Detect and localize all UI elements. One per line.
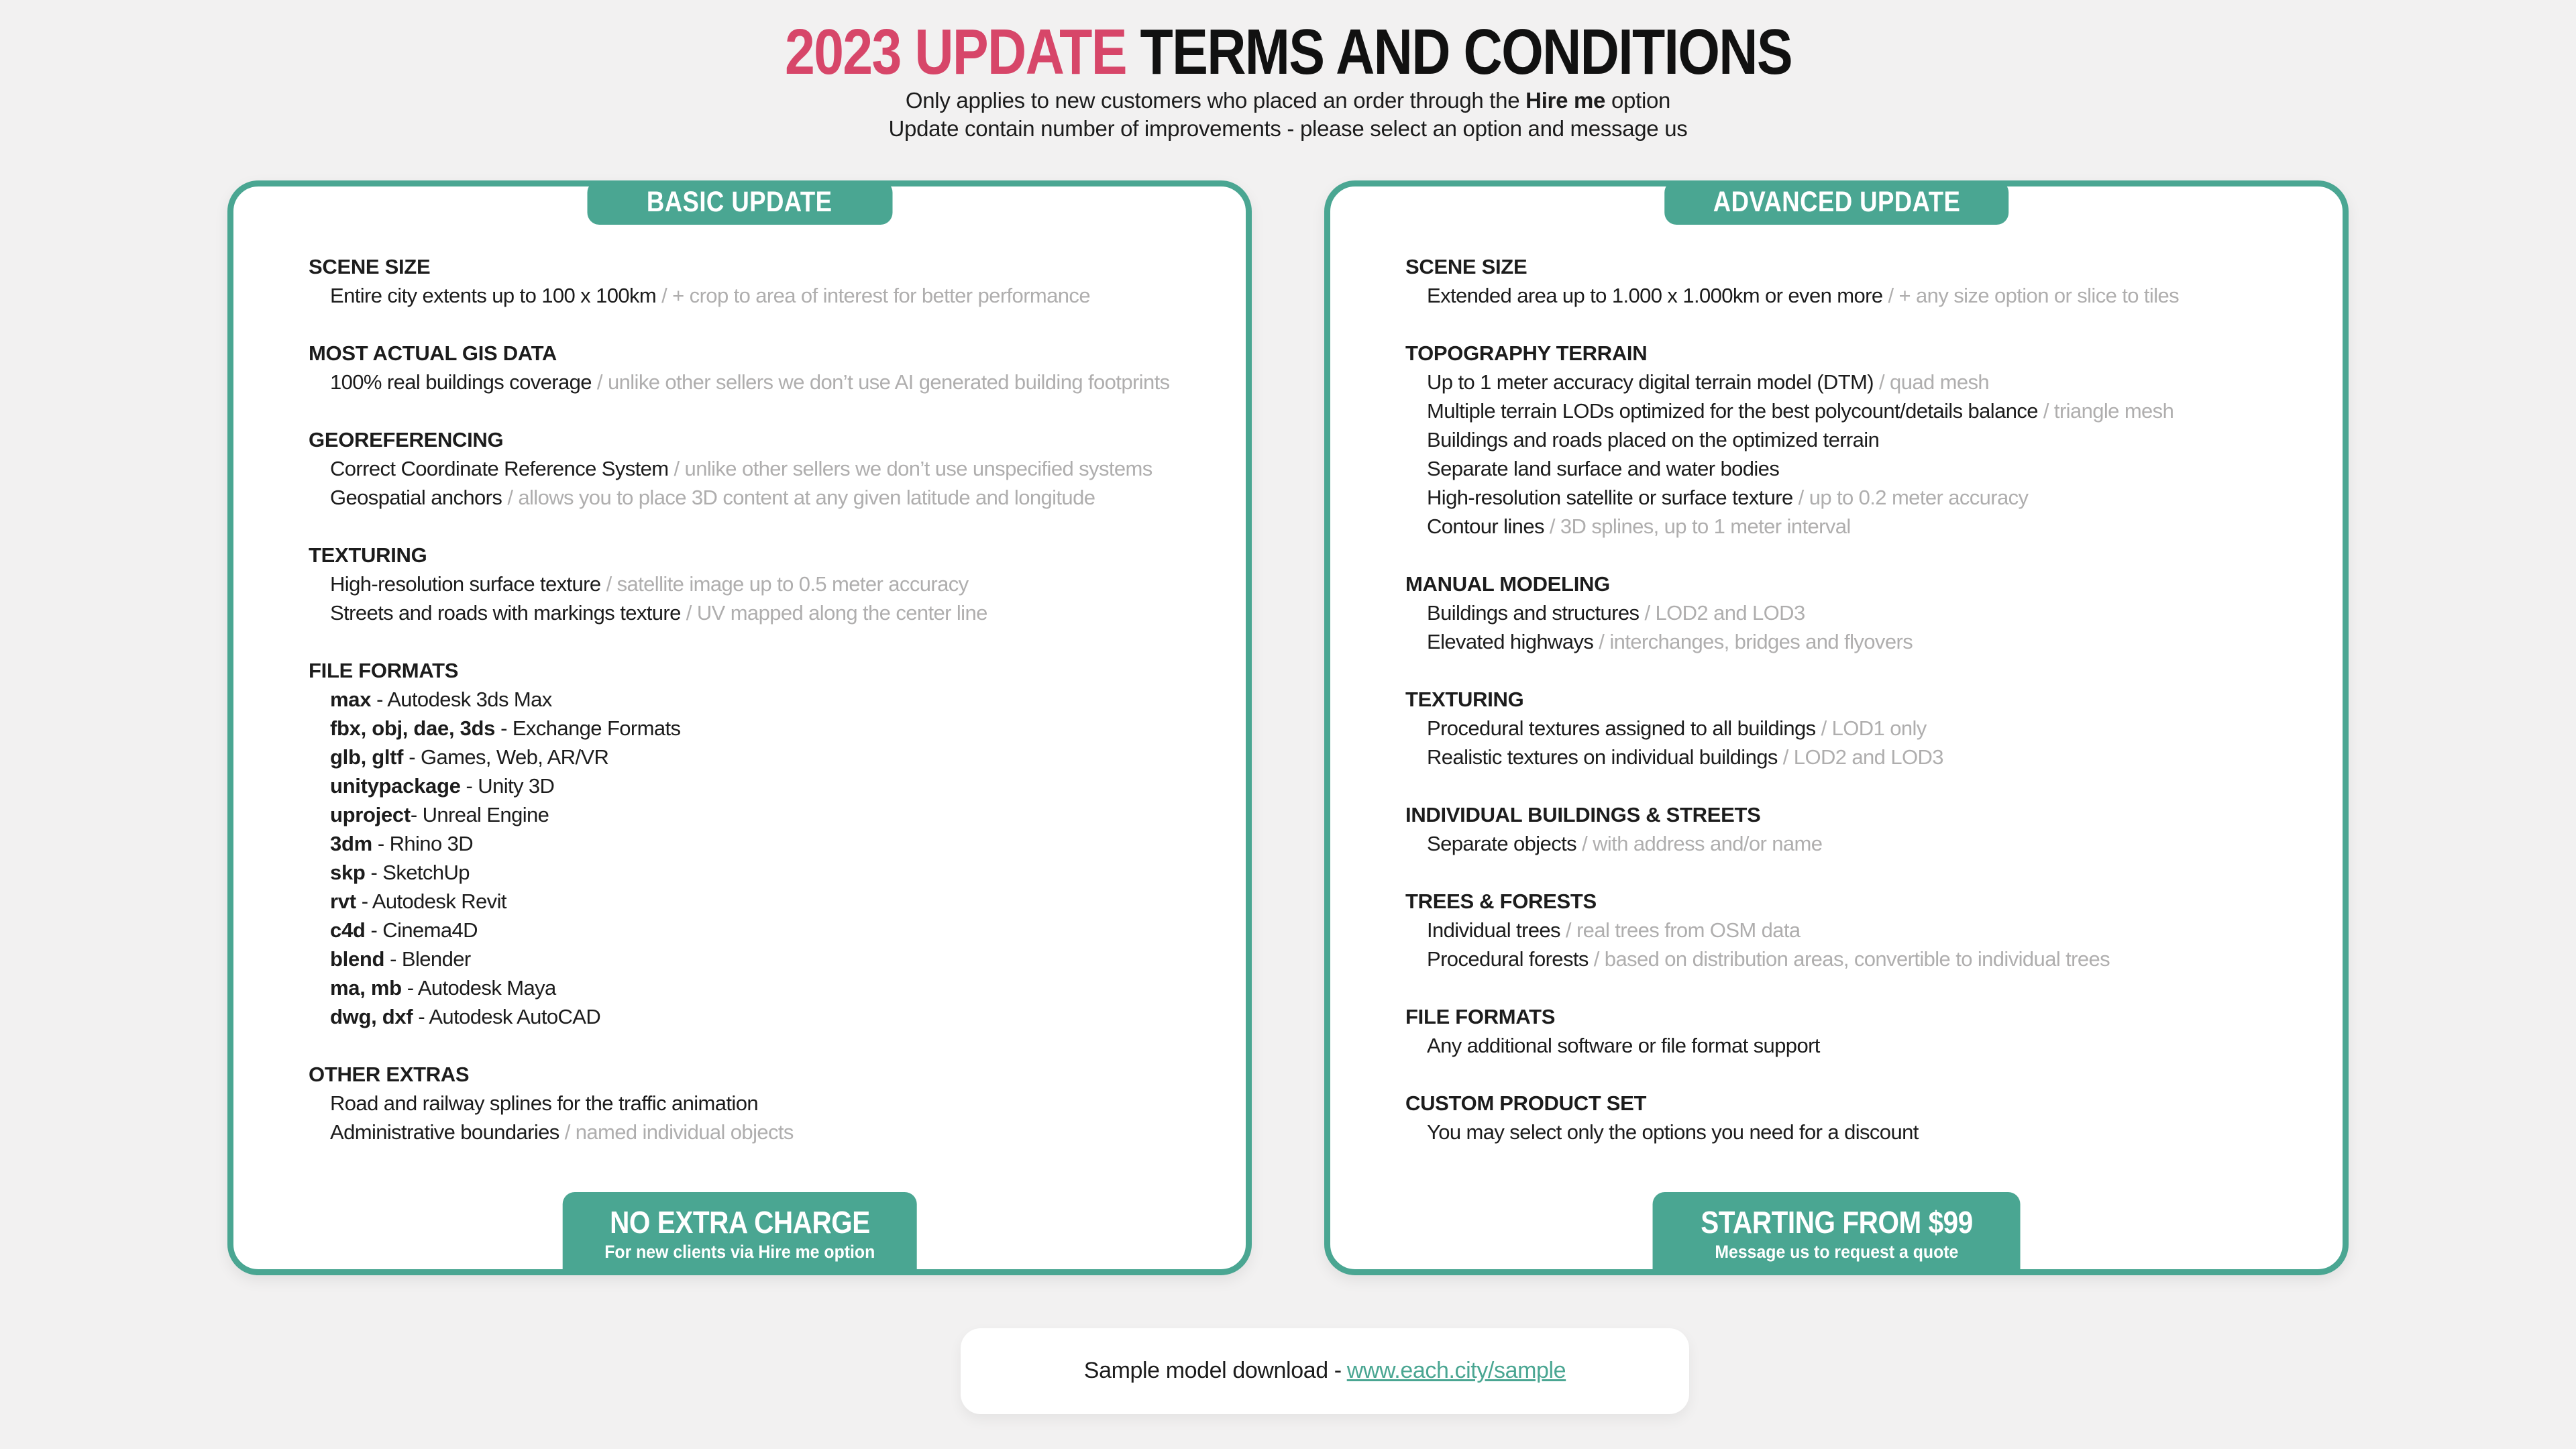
- section: [1405, 339, 2322, 541]
- feature-note: / triangle mesh: [2037, 398, 2174, 423]
- feature-term: rvt: [330, 889, 356, 913]
- feature-item: c4d - Cinema4D: [330, 918, 478, 942]
- feature-note: / named individual objects: [559, 1120, 794, 1144]
- feature-item: High-resolution surface texture / satellite image up to 0.5 meter accuracy: [330, 572, 969, 596]
- subtitle-1-bold: Hire me: [1525, 87, 1606, 113]
- basic-update-tab-label: BASIC UPDATE: [647, 186, 833, 219]
- feature-term: dwg, dxf: [330, 1004, 413, 1028]
- section-title: FILE FORMATS: [309, 658, 459, 682]
- section-title: MOST ACTUAL GIS DATA: [309, 341, 557, 365]
- feature-item: uproject- Unreal Engine: [330, 802, 549, 826]
- feature-note: / UV mapped along the center line: [680, 600, 987, 625]
- feature-note: / 3D splines, up to 1 meter interval: [1544, 514, 1851, 538]
- feature-item: ma, mb - Autodesk Maya: [330, 975, 556, 1000]
- subtitle-1-post: option: [1605, 87, 1671, 113]
- section-title: TEXTURING: [1405, 687, 1524, 711]
- advanced-update-tab: [1664, 180, 2009, 225]
- section: [309, 252, 1226, 310]
- footer-text: Sample model download -: [1083, 1358, 1342, 1384]
- section-title: GEOREFERENCING: [309, 427, 504, 451]
- sample-download-link[interactable]: www.each.city/sample: [1346, 1358, 1566, 1384]
- feature-item: High-resolution satellite or surface texture / up to 0.2 meter accuracy: [1427, 485, 2029, 509]
- feature-term: glb, gltf: [330, 745, 404, 769]
- section: [1405, 252, 2322, 310]
- feature-term: ma, mb: [330, 975, 402, 1000]
- subtitle-1-pre: Only applies to new customers who placed an order through the: [905, 87, 1526, 113]
- feature-note: / based on distribution areas, convertible to individual trees: [1588, 947, 2110, 971]
- feature-item: unitypackage - Unity 3D: [330, 773, 555, 798]
- feature-item: Separate land surface and water bodies: [1427, 456, 1780, 480]
- title-rest: TERMS AND CONDITIONS: [1126, 16, 1792, 88]
- feature-note: / real trees from OSM data: [1560, 918, 1801, 942]
- feature-item: Geospatial anchors / allows you to place 3D content at any given latitude and longitude: [330, 485, 1095, 509]
- section: [1405, 685, 2322, 771]
- feature-note: / unlike other sellers we don’t use AI generated building footprints: [591, 370, 1170, 394]
- feature-term: c4d: [330, 918, 366, 942]
- badge-title: NO EXTRA CHARGE: [609, 1204, 870, 1240]
- feature-item: Elevated highways / interchanges, bridges and flyovers: [1427, 629, 1913, 653]
- section: [309, 541, 1226, 627]
- feature-item: dwg, dxf - Autodesk AutoCAD: [330, 1004, 601, 1028]
- feature-item: Any additional software or file format support: [1427, 1033, 1820, 1057]
- page-title: [784, 16, 1792, 88]
- section-title: CUSTOM PRODUCT SET: [1405, 1091, 1647, 1115]
- section-title: INDIVIDUAL BUILDINGS & STREETS: [1405, 802, 1761, 826]
- feature-item: Procedural forests / based on distribution areas, convertible to individual trees: [1427, 947, 2110, 971]
- subtitle-line-1: [0, 87, 2576, 115]
- advanced-update-badge: [1652, 1192, 2021, 1275]
- basic-update-tab: [587, 180, 892, 225]
- feature-item: rvt - Autodesk Revit: [330, 889, 506, 913]
- feature-item: Road and railway splines for the traffic animation: [330, 1091, 758, 1115]
- badge-title: STARTING FROM $99: [1700, 1204, 1973, 1240]
- section: [1405, 800, 2322, 858]
- feature-note: / up to 0.2 meter accuracy: [1792, 485, 2029, 509]
- feature-note: / satellite image up to 0.5 meter accuracy: [600, 572, 969, 596]
- feature-item: fbx, obj, dae, 3ds - Exchange Formats: [330, 716, 681, 740]
- panel-basic-update: [227, 180, 1252, 1275]
- feature-item: 3dm - Rhino 3D: [330, 831, 474, 855]
- section-title: SCENE SIZE: [1405, 254, 1527, 278]
- section: [309, 425, 1226, 512]
- feature-term: max: [330, 687, 372, 711]
- section: [309, 656, 1226, 1031]
- feature-item: glb, gltf - Games, Web, AR/VR: [330, 745, 609, 769]
- subtitle-line-2: Update contain number of improvements - please select an option and message us: [888, 115, 1688, 141]
- feature-item: skp - SketchUp: [330, 860, 470, 884]
- feature-item: Buildings and structures / LOD2 and LOD3: [1427, 600, 1805, 625]
- panels-row: [0, 180, 2576, 1275]
- feature-item: max - Autodesk 3ds Max: [330, 687, 552, 711]
- feature-item: You may select only the options you need for a discount: [1427, 1120, 1919, 1144]
- feature-item: Correct Coordinate Reference System / unlike other sellers we don’t use unspecified systems: [330, 456, 1152, 480]
- feature-item: blend - Blender: [330, 947, 471, 971]
- feature-note: / with address and/or name: [1576, 831, 1823, 855]
- feature-item: Streets and roads with markings texture / UV mapped along the center line: [330, 600, 987, 625]
- feature-item: Individual trees / real trees from OSM data: [1427, 918, 1801, 942]
- feature-item: Procedural textures assigned to all buildings / LOD1 only: [1427, 716, 1927, 740]
- section: [309, 339, 1226, 396]
- title-highlight: 2023 UPDATE: [784, 16, 1126, 88]
- feature-note: / + crop to area of interest for better performance: [656, 283, 1090, 307]
- advanced-update-sections: [1330, 186, 2343, 1146]
- section-title: TOPOGRAPHY TERRAIN: [1405, 341, 1648, 365]
- section: [1405, 1089, 2322, 1146]
- feature-item: 100% real buildings coverage / unlike other sellers we don’t use AI generated building footprints: [330, 370, 1170, 394]
- feature-item: Contour lines / 3D splines, up to 1 meter interval: [1427, 514, 1851, 538]
- section-title: TREES & FORESTS: [1405, 889, 1597, 913]
- section-title: SCENE SIZE: [309, 254, 431, 278]
- feature-note: / LOD1 only: [1815, 716, 1927, 740]
- footer-card: [961, 1328, 1689, 1414]
- basic-update-sections: [233, 186, 1246, 1146]
- feature-note: / LOD2 and LOD3: [1777, 745, 1943, 769]
- section: [1405, 1002, 2322, 1060]
- badge-subtitle: Message us to request a quote: [1714, 1241, 1959, 1262]
- feature-term: skp: [330, 860, 366, 884]
- feature-note: / unlike other sellers we don’t use unspecified systems: [668, 456, 1152, 480]
- badge-subtitle: For new clients via Hire me option: [604, 1241, 875, 1262]
- panel-advanced-update: [1324, 180, 2349, 1275]
- feature-item: Up to 1 meter accuracy digital terrain model (DTM) / quad mesh: [1427, 370, 1990, 394]
- feature-note: / + any size option or slice to tiles: [1882, 283, 2180, 307]
- section-title: FILE FORMATS: [1405, 1004, 1556, 1028]
- feature-item: Separate objects / with address and/or name: [1427, 831, 1823, 855]
- feature-term: uproject: [330, 802, 411, 826]
- feature-term: unitypackage: [330, 773, 461, 798]
- feature-item: Administrative boundaries / named individual objects: [330, 1120, 794, 1144]
- feature-note: / quad mesh: [1874, 370, 1990, 394]
- section: [1405, 887, 2322, 973]
- feature-item: Extended area up to 1.000 x 1.000km or even more / + any size option or slice to tiles: [1427, 283, 2180, 307]
- feature-item: Entire city extents up to 100 x 100km / + crop to area of interest for better performance: [330, 283, 1090, 307]
- section: [309, 1060, 1226, 1146]
- basic-update-badge: [562, 1192, 917, 1275]
- feature-term: blend: [330, 947, 385, 971]
- feature-note: / interchanges, bridges and flyovers: [1593, 629, 1913, 653]
- section-title: OTHER EXTRAS: [309, 1062, 470, 1086]
- section-title: TEXTURING: [309, 543, 427, 567]
- feature-note: / allows you to place 3D content at any given latitude and longitude: [502, 485, 1095, 509]
- section-title: MANUAL MODELING: [1405, 572, 1610, 596]
- feature-item: Multiple terrain LODs optimized for the best polycount/details balance / triangle mesh: [1427, 398, 2174, 423]
- feature-note: / LOD2 and LOD3: [1639, 600, 1805, 625]
- feature-term: fbx, obj, dae, 3ds: [330, 716, 496, 740]
- advanced-update-tab-label: ADVANCED UPDATE: [1713, 186, 1960, 219]
- feature-term: 3dm: [330, 831, 372, 855]
- section: [1405, 570, 2322, 656]
- feature-item: Buildings and roads placed on the optimized terrain: [1427, 427, 1880, 451]
- page-header: [0, 0, 2576, 143]
- feature-item: Realistic textures on individual buildings / LOD2 and LOD3: [1427, 745, 1943, 769]
